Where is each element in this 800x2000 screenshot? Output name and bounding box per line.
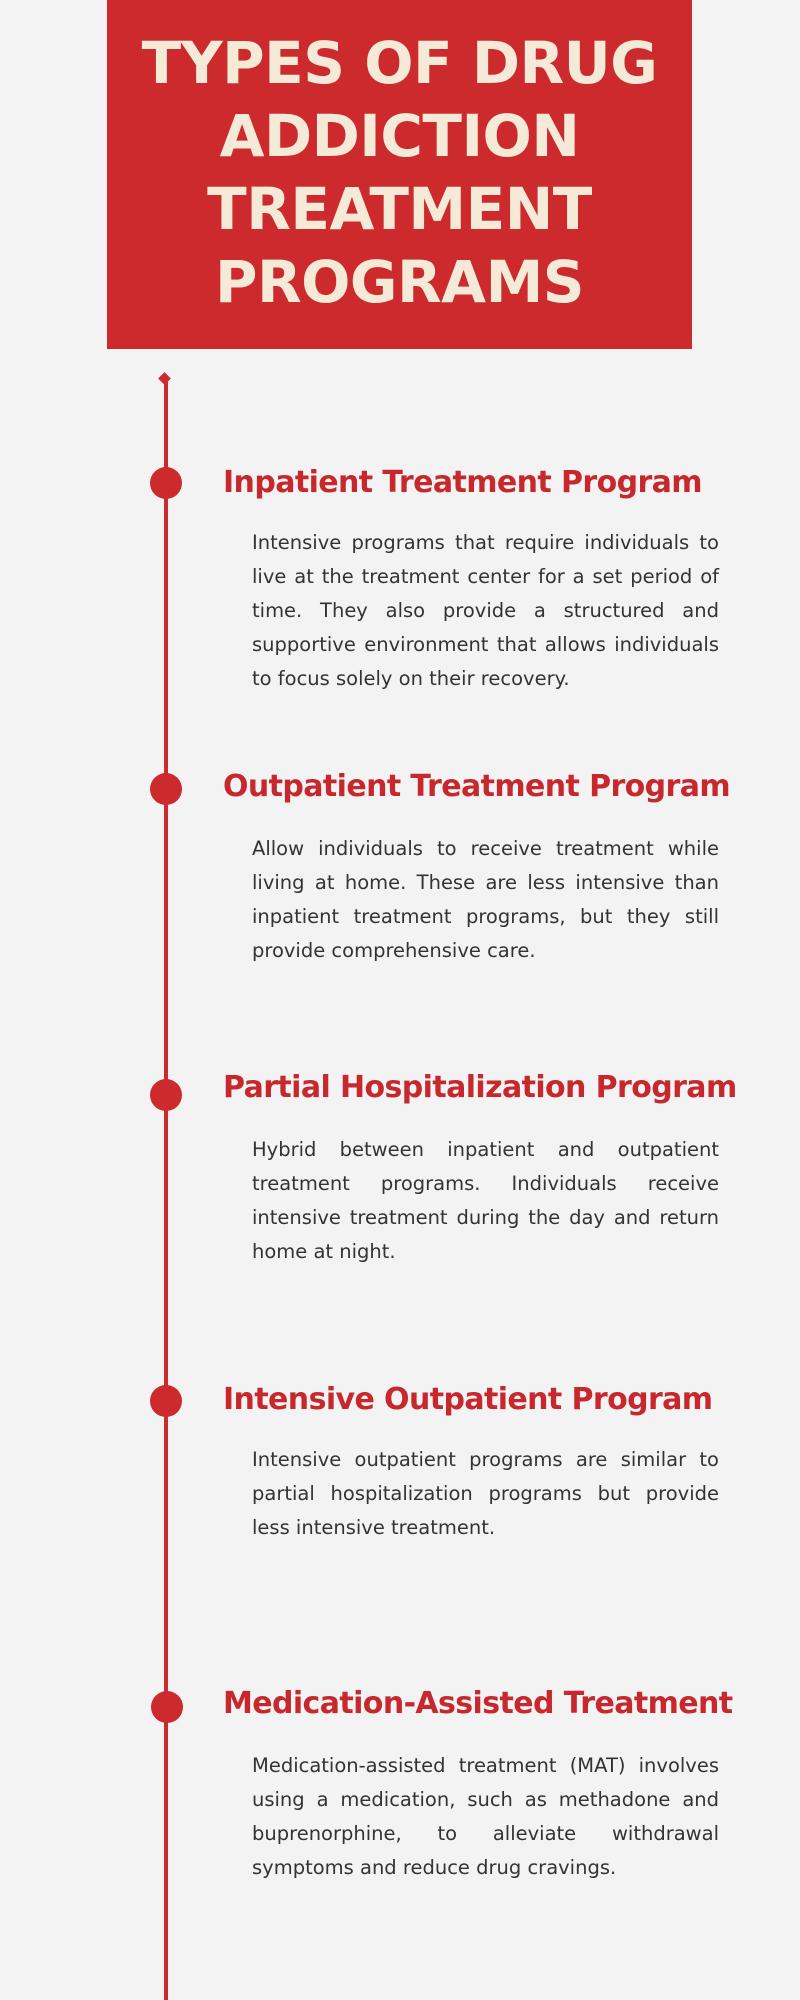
item-title-medication-assisted: Medication-Assisted Treatment bbox=[223, 1686, 733, 1721]
item-description-partial-hospitalization: Hybrid between inpatient and outpatient treatment programs. Individuals receive intensive treatment during the day and return home at night. bbox=[252, 1138, 719, 1263]
timeline-dot bbox=[150, 1079, 182, 1111]
page-title: TYPES OF DRUG ADDICTION TREATMENT PROGRAMS bbox=[141, 28, 658, 316]
header-banner bbox=[107, 0, 692, 349]
timeline-dot bbox=[151, 1691, 183, 1723]
timeline-dot bbox=[150, 773, 182, 805]
item-title-partial-hospitalization: Partial Hospitalization Program bbox=[223, 1070, 737, 1105]
item-description-outpatient: Allow individuals to receive treatment while living at home. These are less intensive than inpatient treatment programs, but they still provide comprehensive care. bbox=[252, 837, 719, 962]
item-description-medication-assisted: Medication-assisted treatment (MAT) involves using a medication, such as methadone and buprenorphine, to alleviate withdrawal symptoms and reduce drug cravings. bbox=[252, 1754, 719, 1879]
timeline-dot bbox=[150, 467, 182, 499]
item-description-inpatient: Intensive programs that require individuals to live at the treatment center for a set period of time. They also provide a structured and supportive environment that allows individuals to focus solely on their recovery. bbox=[252, 531, 719, 690]
timeline-line bbox=[164, 377, 168, 2000]
item-description-intensive-outpatient: Intensive outpatient programs are similar to partial hospitalization programs but provide less intensive treatment. bbox=[252, 1448, 719, 1539]
item-title-intensive-outpatient: Intensive Outpatient Program bbox=[223, 1382, 713, 1417]
item-title-outpatient: Outpatient Treatment Program bbox=[223, 769, 731, 804]
timeline-dot bbox=[150, 1385, 182, 1417]
item-title-inpatient: Inpatient Treatment Program bbox=[223, 465, 702, 500]
timeline-start-diamond-icon bbox=[158, 372, 171, 385]
